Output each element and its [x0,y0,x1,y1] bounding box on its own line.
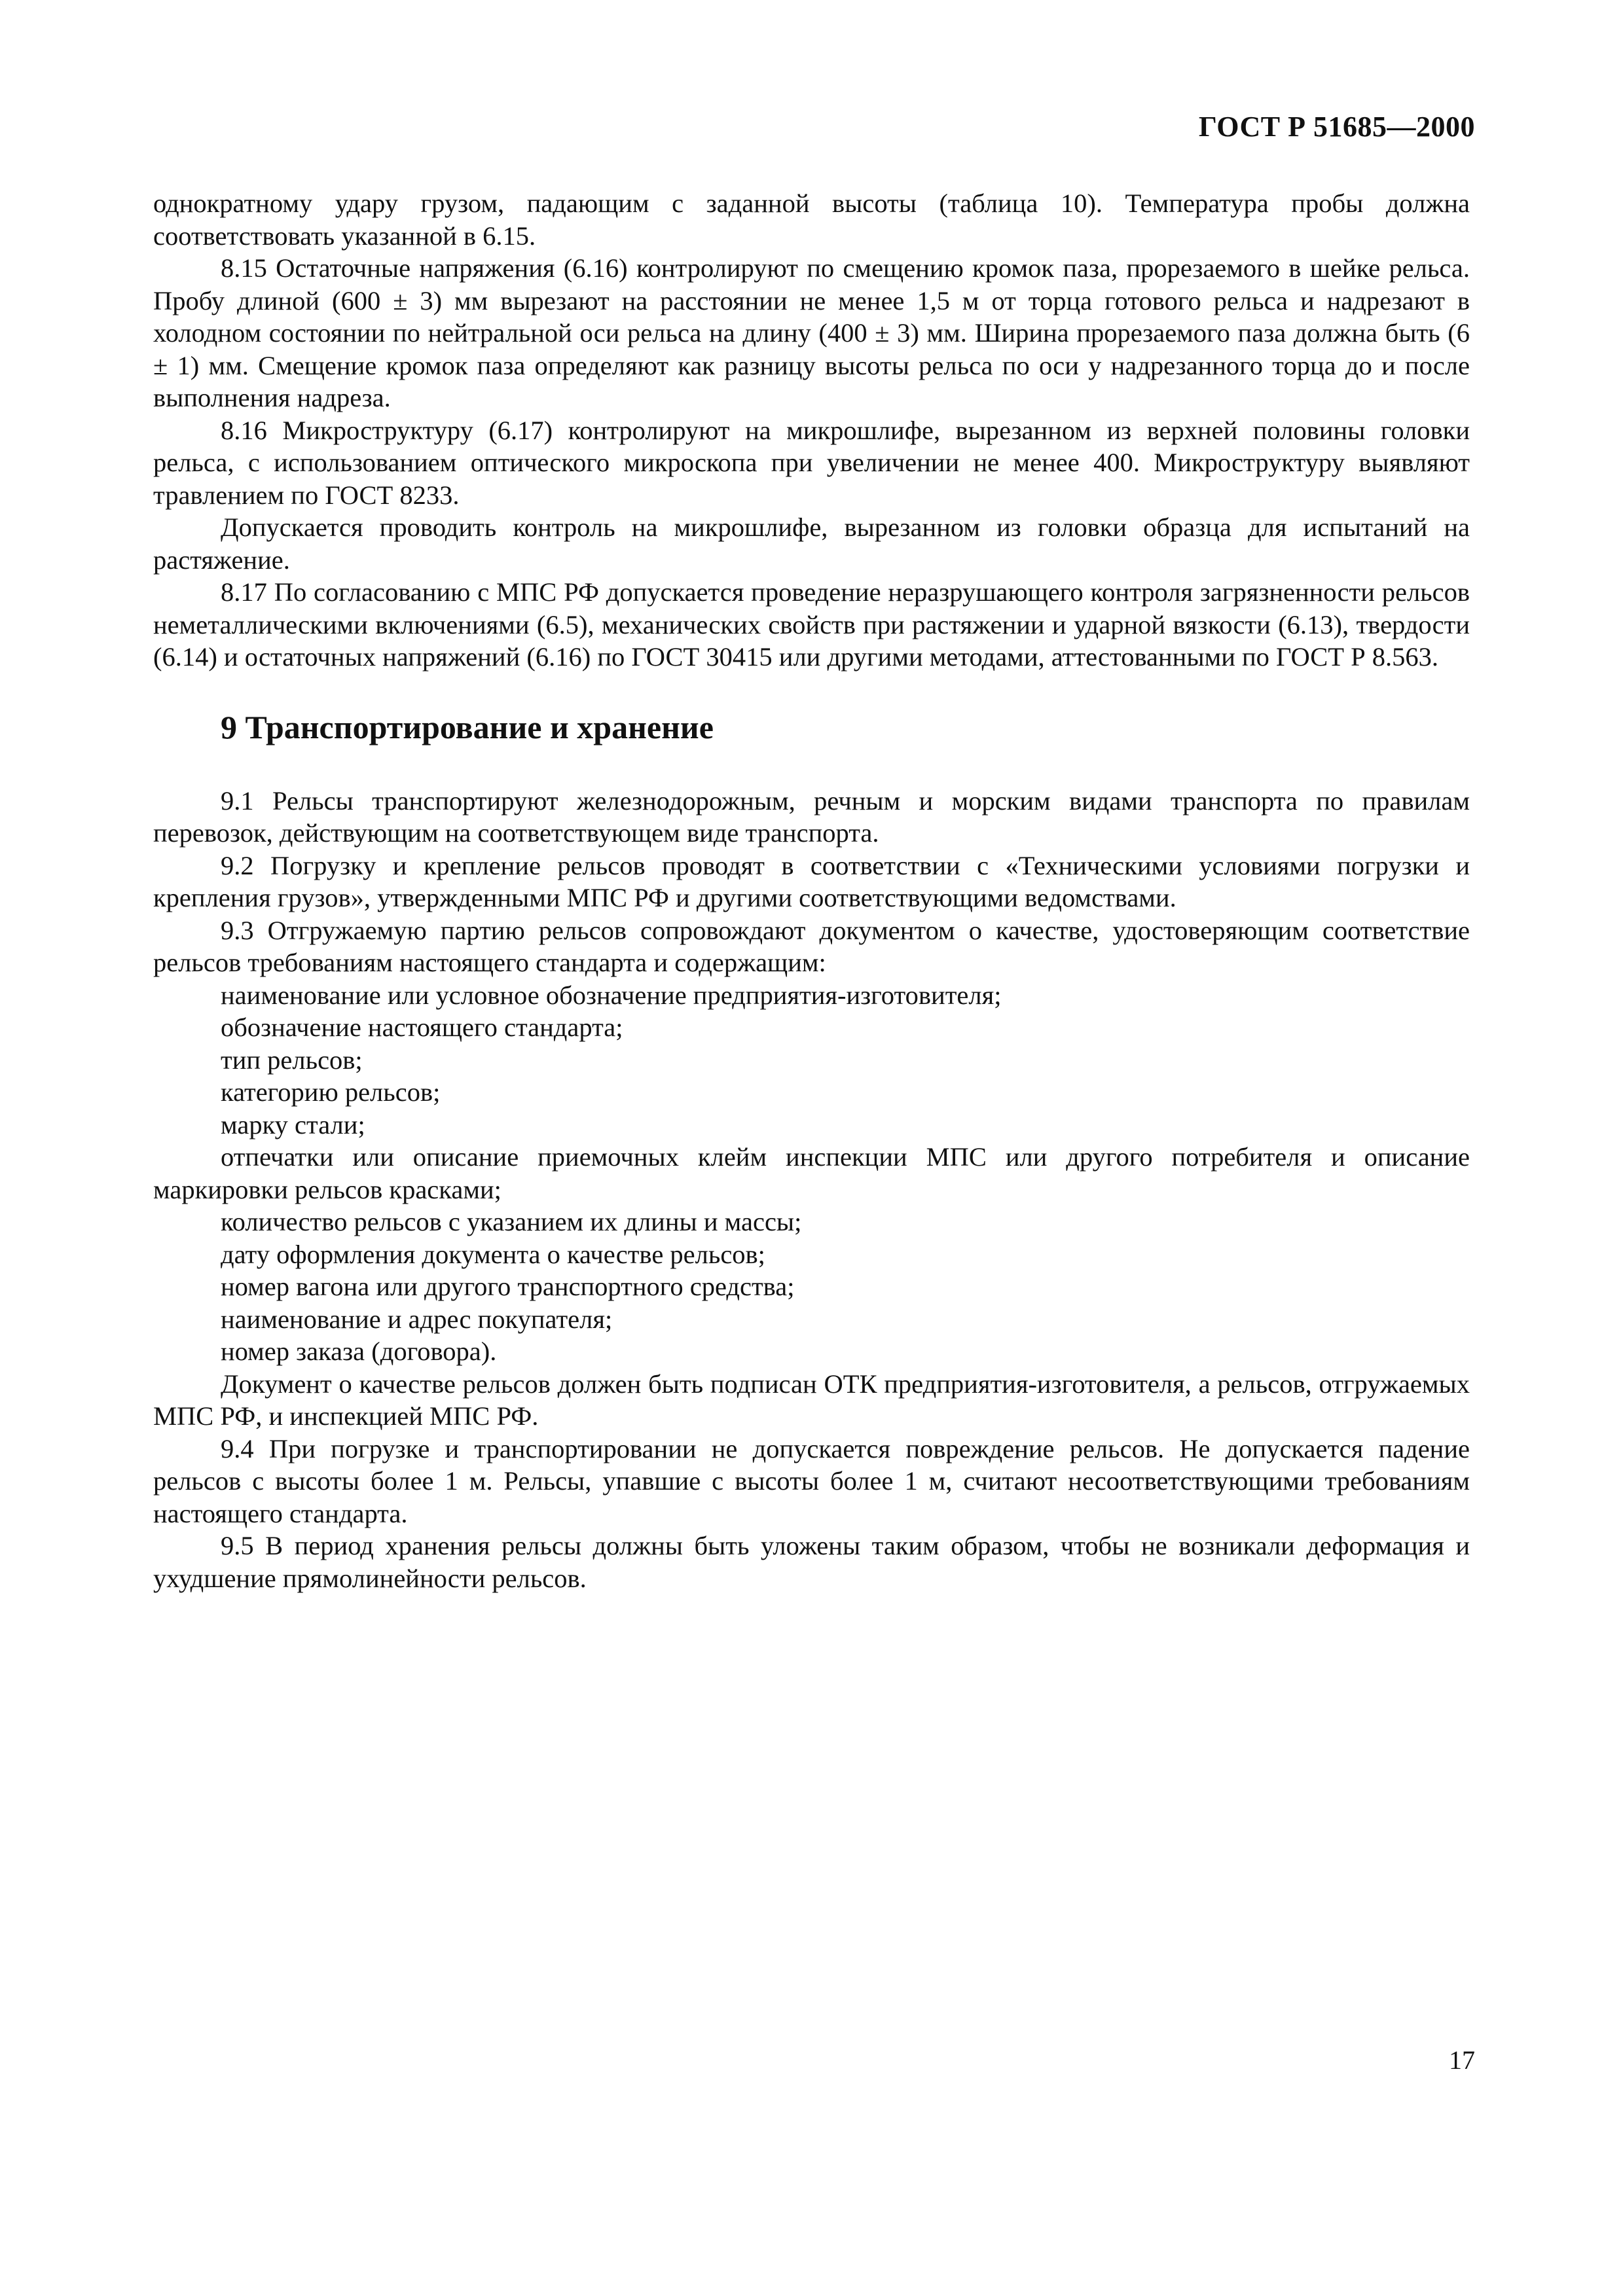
list-item: номер вагона или другого транспортного средства; [221,1272,795,1301]
page-number: 17 [1449,2045,1475,2075]
list-item: отпечатки или описание приемочных клейм инспекции МПС или другого потребителя и описание маркировки рельсов красками; [153,1142,1470,1204]
paragraph-9-3: 9.3 Отгружаемую партию рельсов сопровождают документом о качестве, удостоверяющим соответствие рельсов требованиям настоящего стандарта и содержащим: [153,915,1470,977]
paragraph-9-2: 9.2 Погрузку и крепление рельсов проводят в соответствии с «Техническими условиями погрузки и крепления грузов», утвержденными МПС РФ и другими соответствующими ведомствами. [153,850,1470,912]
paragraph-8-17: 8.17 По согласованию с МПС РФ допускается проведение неразрушающего контроля загрязненности рельсов неметаллическими включениями (6.5), механических свойств при растяжении и ударной вязкости (6.13), твердости (6.14) и остаточных напряжений (6.16) по ГОСТ 30415 или другими методами, аттестованными по ГОСТ Р 8.563. [153,577,1470,672]
list-item: категорию рельсов; [221,1077,441,1107]
paragraph-8-16: 8.16 Микроструктуру (6.17) контролируют на микрошлифе, вырезанном из верхней половины головки рельса, с использованием оптического микроскопа при увеличении не менее 400. Микроструктуру выявляют травлением по ГОСТ 8233. [153,415,1470,510]
list-item: наименование или условное обозначение предприятия-изготовителя; [221,980,1002,1010]
quality-document-contents-list [153,979,1470,1368]
section-9-heading: 9 Транспортирование и хранение [221,708,714,745]
paragraph-9-4: 9.4 При погрузке и транспортировании не допускается повреждение рельсов. Не допускается падение рельсов с высоты более 1 м. Рельсы, упавшие с высоты более 1 м, считают несоответствующими требованиям настоящего стандарта. [153,1433,1470,1528]
paragraph-9-3-signature: Документ о качестве рельсов должен быть подписан ОТК предприятия-изготовителя, а рельсов, отгружаемых МПС РФ, и инспекцией МПС РФ. [153,1369,1470,1431]
list-item: тип рельсов; [221,1045,363,1075]
page-body [153,187,1470,1594]
paragraph-8-16-note: Допускается проводить контроль на микрошлифе, вырезанном из головки образца для испытаний на растяжение. [153,512,1470,575]
paragraph-9-5: 9.5 В период хранения рельсы должны быть уложены таким образом, чтобы не возникали деформация и ухудшение прямолинейности рельсов. [153,1531,1470,1593]
list-item: дату оформления документа о качестве рельсов; [221,1239,765,1269]
paragraph-9-1: 9.1 Рельсы транспортируют железнодорожным, речным и морским видами транспорта по правилам перевозок, действующим на соответствующем виде транспорта. [153,785,1470,848]
list-item: обозначение настоящего стандарта; [221,1013,623,1042]
paragraph-8-14-continuation: однократному удару грузом, падающим с заданной высоты (таблица 10). Температура пробы должна соответствовать указанной в 6.15. [153,188,1470,251]
list-item: номер заказа (договора). [221,1336,497,1366]
document-code-header: ГОСТ Р 51685—2000 [1198,111,1475,143]
list-item: марку стали; [221,1109,365,1139]
paragraph-8-15: 8.15 Остаточные напряжения (6.16) контролируют по смещению кромок паза, прорезаемого в шейке рельса. Пробу длиной (600 ± 3) мм вырезают на расстоянии не менее 1,5 м от торца готового рельса и надрезают в холодном состоянии по нейтральной оси рельса на длину (400 ± 3) мм. Ширина прорезаемого паза должна быть (6 ± 1) мм. Смещение кромок паза определяют как разницу высоты рельса по оси у надрезанного торца до и после выполнения надреза. [153,253,1470,412]
list-item: количество рельсов с указанием их длины и массы; [221,1207,802,1236]
list-item: наименование и адрес покупателя; [221,1304,613,1334]
